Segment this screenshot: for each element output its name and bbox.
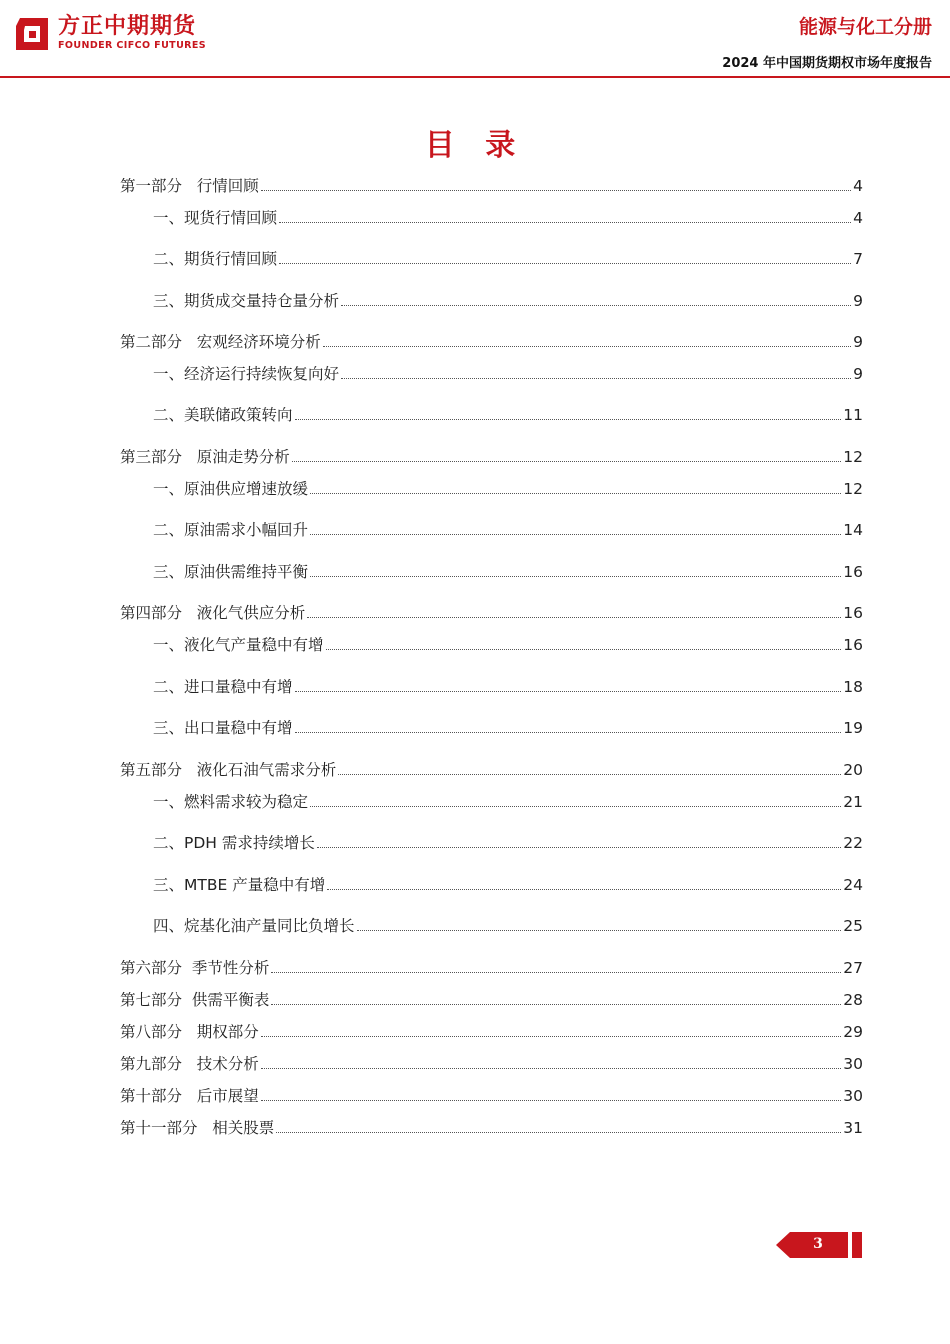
toc-entry-page: 16 [843, 604, 863, 622]
toc-leader-dots [317, 847, 841, 848]
company-logo [12, 14, 206, 54]
toc-entry[interactable] [153, 247, 863, 269]
toc-leader-dots [326, 649, 842, 650]
toc-leader-dots [261, 1068, 841, 1069]
page-number: 3 [813, 1236, 823, 1252]
toc-entry[interactable] [153, 560, 863, 582]
toc-entry-page: 16 [843, 636, 863, 654]
toc-entry[interactable] [153, 289, 863, 311]
toc-entry-page: 18 [843, 678, 863, 696]
toc-entry-page: 4 [853, 209, 863, 227]
logo-chinese-name: 方正中期期货 [58, 14, 197, 39]
toc-entry[interactable] [120, 601, 863, 623]
toc-leader-dots [271, 1004, 841, 1005]
toc-entry-page: 11 [843, 406, 863, 424]
toc-entry-label: 第六部分 季节性分析 [120, 959, 270, 977]
toc-entry[interactable] [120, 174, 863, 196]
toc-entry[interactable] [153, 914, 863, 936]
report-section-title: 能源与化工分册 [798, 16, 932, 38]
toc-entry-page: 20 [843, 761, 863, 779]
toc-leader-dots [341, 305, 851, 306]
toc-entry-page: 28 [843, 991, 863, 1009]
toc-entry-page: 21 [843, 793, 863, 811]
toc-leader-dots [295, 691, 842, 692]
toc-entry-label: 第一部分 行情回顾 [120, 177, 259, 195]
toc-entry[interactable] [153, 790, 863, 812]
toc-entry-label: 第十一部分 相关股票 [120, 1119, 275, 1137]
toc-entry[interactable] [120, 758, 863, 780]
toc-entry[interactable] [153, 518, 863, 540]
toc-entry[interactable] [120, 1084, 863, 1106]
toc-entry[interactable] [153, 362, 863, 384]
toc-entry-page: 9 [853, 333, 863, 351]
toc-entry-label: 第九部分 技术分析 [120, 1055, 259, 1073]
toc-entry-label: 三、期货成交量持仓量分析 [153, 292, 340, 310]
toc-leader-dots [307, 617, 841, 618]
toc-leader-dots [279, 222, 851, 223]
toc-entry-page: 9 [853, 365, 863, 383]
toc-entry-page: 24 [843, 876, 863, 894]
toc-entry-label: 二、期货行情回顾 [153, 250, 278, 268]
toc-entry[interactable] [120, 988, 863, 1010]
toc-entry-page: 4 [853, 177, 863, 195]
toc-entry[interactable] [120, 956, 863, 978]
toc-entry-page: 14 [843, 521, 863, 539]
toc-entry[interactable] [153, 873, 863, 895]
toc-entry-page: 25 [843, 917, 863, 935]
toc-entry-label: 第十部分 后市展望 [120, 1087, 259, 1105]
toc-leader-dots [261, 1100, 841, 1101]
toc-heading: 目 录 [424, 128, 526, 163]
toc-entry-label: 一、燃料需求较为稳定 [153, 793, 309, 811]
toc-leader-dots [261, 1036, 841, 1037]
toc-entry[interactable] [153, 477, 863, 499]
toc-entry[interactable] [120, 1052, 863, 1074]
toc-leader-dots [271, 972, 841, 973]
toc-entry-page: 29 [843, 1023, 863, 1041]
toc-entry-label: 二、美联储政策转向 [153, 406, 293, 424]
toc-entry-label: 一、现货行情回顾 [153, 209, 278, 227]
toc-entry-page: 31 [843, 1119, 863, 1137]
toc-entry-label: 第七部分 供需平衡表 [120, 991, 270, 1009]
toc-leader-dots [310, 576, 841, 577]
toc-entry-page: 19 [843, 719, 863, 737]
toc-entry-label: 第五部分 液化石油气需求分析 [120, 761, 337, 779]
toc-leader-dots [295, 732, 842, 733]
header-divider [0, 76, 950, 78]
toc-leader-dots [276, 1132, 841, 1133]
toc-entry[interactable] [153, 716, 863, 738]
toc-entry[interactable] [120, 1116, 863, 1138]
toc-entry[interactable] [120, 330, 863, 352]
toc-leader-dots [295, 419, 842, 420]
toc-entry-label: 第三部分 原油走势分析 [120, 448, 290, 466]
logo-english-name: FOUNDER CIFCO FUTURES [58, 40, 207, 51]
toc-leader-dots [341, 378, 851, 379]
toc-leader-dots [338, 774, 841, 775]
toc-entry[interactable] [153, 633, 863, 655]
report-subtitle: 2024 年中国期货期权市场年度报告 [722, 56, 932, 71]
toc-entry-label: 二、进口量稳中有增 [153, 678, 293, 696]
toc-entry[interactable] [153, 403, 863, 425]
toc-entry-label: 三、MTBE 产量稳中有增 [153, 876, 326, 894]
toc-entry-page: 27 [843, 959, 863, 977]
toc-entry[interactable] [120, 445, 863, 467]
toc-entry-label: 一、液化气产量稳中有增 [153, 636, 324, 654]
toc-leader-dots [323, 346, 851, 347]
toc-entry-label: 第八部分 期权部分 [120, 1023, 259, 1041]
toc-leader-dots [310, 806, 841, 807]
toc-entry-page: 9 [853, 292, 863, 310]
toc-leader-dots [357, 930, 842, 931]
toc-leader-dots [292, 461, 841, 462]
toc-entry[interactable] [153, 206, 863, 228]
toc-entry[interactable] [120, 1020, 863, 1042]
toc-leader-dots [279, 263, 851, 264]
toc-entry-label: 第四部分 液化气供应分析 [120, 604, 306, 622]
toc-entry-page: 12 [843, 480, 863, 498]
toc-leader-dots [261, 190, 851, 191]
toc-entry[interactable] [153, 831, 863, 853]
toc-entry-page: 7 [853, 250, 863, 268]
toc-entry-page: 22 [843, 834, 863, 852]
toc-entry-page: 30 [843, 1055, 863, 1073]
toc-entry-label: 二、原油需求小幅回升 [153, 521, 309, 539]
toc-entry-label: 第二部分 宏观经济环境分析 [120, 333, 321, 351]
toc-entry-label: 三、出口量稳中有增 [153, 719, 293, 737]
toc-entry-label: 四、烷基化油产量同比负增长 [153, 917, 355, 935]
toc-leader-dots [327, 889, 841, 890]
toc-entry-label: 一、原油供应增速放缓 [153, 480, 309, 498]
toc-entry-page: 12 [843, 448, 863, 466]
toc-entry-page: 16 [843, 563, 863, 581]
toc-entry-label: 三、原油供需维持平衡 [153, 563, 309, 581]
toc-entry-label: 一、经济运行持续恢复向好 [153, 365, 340, 383]
toc-entry-page: 30 [843, 1087, 863, 1105]
toc-leader-dots [310, 534, 841, 535]
founder-logo-icon [12, 14, 52, 54]
toc-leader-dots [310, 493, 841, 494]
toc-entry[interactable] [153, 675, 863, 697]
toc-entry-label: 二、PDH 需求持续增长 [153, 834, 315, 852]
